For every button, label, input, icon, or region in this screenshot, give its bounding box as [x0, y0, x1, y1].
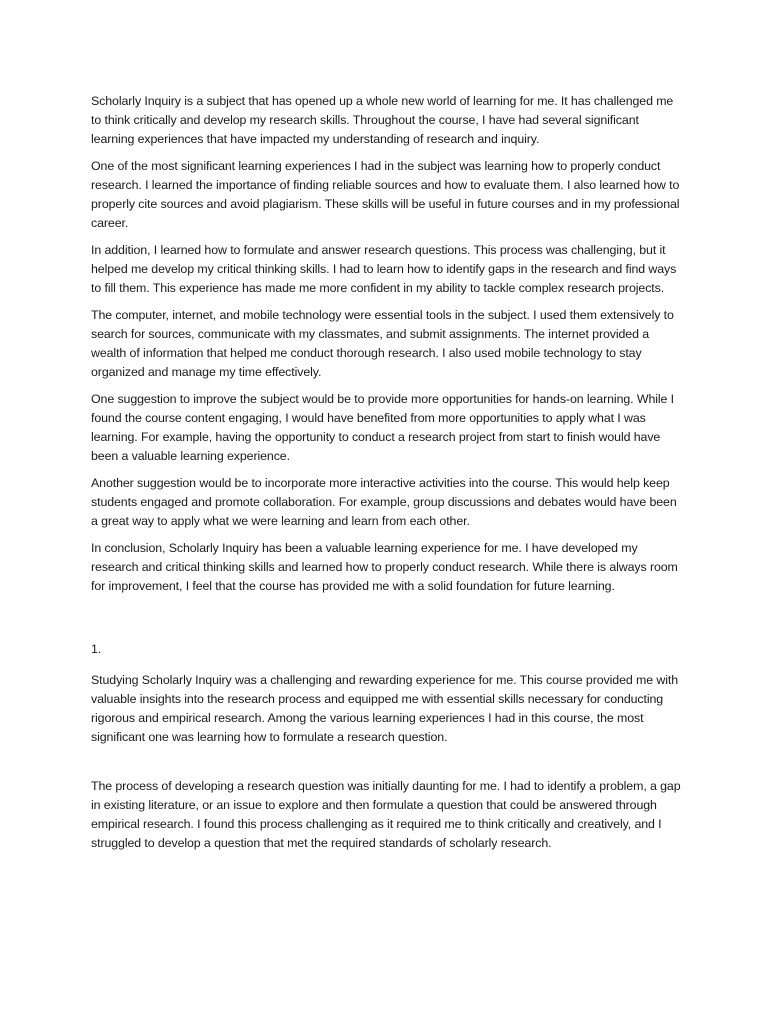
paragraph-suggestion-hands-on: One suggestion to improve the subject would be to provide more opportunities for hands-on learning. While I found the course content engaging, I would have benefited from more opportunities to apply what I was learning. For example, having the opportunity to conduct a research project from start to finish would have been a valuable learning experience. [91, 392, 675, 463]
document-body [91, 92, 681, 861]
paragraph-intro: Scholarly Inquiry is a subject that has opened up a whole new world of learning for me. It has challenged me to think critically and develop my research skills. Throughout the course, I have had several significant learning experiences that have impacted my understanding of research and inquiry. [91, 94, 674, 146]
paragraph-research-questions: In addition, I learned how to formulate and answer research questions. This process was challenging, but it helped me develop my critical thinking skills. I had to learn how to identify gaps in the research and find ways to fill them. This experience has made me more confident in my ability to tackle complex research projects. [91, 243, 677, 295]
paragraph-suggestion-interactive: Another suggestion would be to incorporate more interactive activities into the course. This would help keep students engaged and promote collaboration. For example, group discussions and debates would have been a great way to apply what we were learning and learn from each other. [91, 476, 677, 528]
paragraph-research-question-process: The process of developing a research question was initially daunting for me. I had to identify a problem, a gap in existing literature, or an issue to explore and then formulate a question that could be answered through empirical research. I found this process challenging as it required me to think critically and creatively, and I struggled to develop a question that met the required standards of scholarly research. [91, 779, 681, 850]
paragraph-studying: Studying Scholarly Inquiry was a challenging and rewarding experience for me. This course provided me with valuable insights into the research process and equipped me with essential skills necessary for conducting rigorous and empirical research. Among the various learning experiences I had in this course, the most significant one was learning how to formulate a research question. [91, 673, 678, 744]
paragraph-research-conduct: One of the most significant learning experiences I had in the subject was learning how to properly conduct research. I learned the importance of finding reliable sources and how to evaluate them. I also learned how to properly cite sources and avoid plagiarism. These skills will be useful in future courses and in my professional career. [91, 159, 680, 230]
section-number: 1. [91, 642, 102, 656]
paragraph-conclusion: In conclusion, Scholarly Inquiry has been a valuable learning experience for me. I have developed my research and critical thinking skills and learned how to properly conduct research. While there is always room for improvement, I feel that the course has provided me with a solid foundation for future learning. [91, 541, 678, 593]
paragraph-technology: The computer, internet, and mobile technology were essential tools in the subject. I used them extensively to search for sources, communicate with my classmates, and submit assignments. The internet provided a wealth of information that helped me conduct thorough research. I also used mobile technology to stay organized and manage my time effectively. [91, 308, 674, 379]
